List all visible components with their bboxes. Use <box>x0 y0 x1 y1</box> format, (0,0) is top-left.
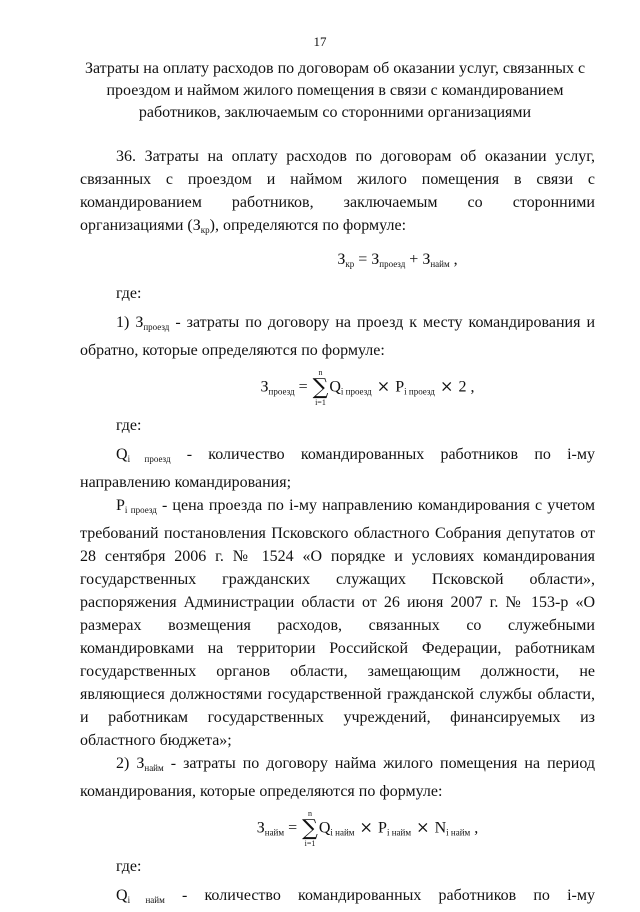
page-number: 17 <box>313 34 327 49</box>
symbol-zkr: $З_{кр}$ <box>192 217 210 235</box>
paragraph-36 <box>80 145 595 242</box>
where-label-2: где: <box>116 417 142 434</box>
item-1: 1) $З_{проезд}$ - затраты по договору на проезд к месту командирования и обратно, которые определяются по формуле: <box>80 314 596 359</box>
paragraph-36-end: ), определяются по формуле: <box>209 217 407 234</box>
definition-q-proezd: $Q_{i проезд}$ - количество командированных работников по i-му направлению командирования; <box>80 446 595 491</box>
where-label-1: где: <box>116 285 142 302</box>
formula-zkr: $З_{кр} = З_{проезд} + З_{найм}$ , <box>337 251 458 269</box>
summation-sign: n ∑ i=1 <box>312 368 329 407</box>
item-2: 2) $З_{найм}$ - затраты по договору найма жилого помещения на период командирования, которые определяются по формуле: <box>80 755 596 800</box>
formula-zproezd: $З_{проезд}$ = n ∑ i=1 $Q_{i проезд} \times P_{i проезд} \times 2$ , <box>260 368 475 407</box>
symbol-znaim: $З_{найм}$ <box>136 755 164 773</box>
document-body <box>80 145 595 912</box>
where-label-3: где: <box>116 858 142 875</box>
definition-p-proezd: $P_{i проезд}$ - цена проезда по i-му направлению командирования с учетом требований постановления Псковского областного Собрания депутатов от 28 сентября 2006 г. № 1524 «О порядке и условиях командирования государственных гражданских служащих Псковской области», распоряжения Администрации области от 26 июня 2007 г. № 153-р «О размерах возмещения расходов, связанных со служебными командировками на территории Российской Федерации, работникам государственных органов области, замещающим должности, не являющиеся должностями государственной гражданской службы области, и работникам государственных учреждений, финансируемых из областного бюджета»; <box>80 497 595 749</box>
paragraph-36-text: 36. Затраты на оплату расходов по договорам об оказании услуг, связанных с проездом и наймом жилого помещения в связи с командированием работников, заключаемым со сторонними организациями ( <box>80 148 595 234</box>
summation-sign: n ∑ i=1 <box>302 809 318 848</box>
definition-q-naim: $Q_{i найм}$ - количество командированных работников по i-му <box>116 887 595 905</box>
formula-znaim: $З_{найм}$ = n ∑ i=1 $Q_{i найм} \times P_{i найм} \times N_{i найм}$ , <box>256 809 479 848</box>
symbol-zproezd: $З_{проезд}$ <box>135 314 170 332</box>
section-heading: Затраты на оплату расходов по договорам об оказании услуг, связанных с проездом и наймом жилого помещения в связи с командированием работников, заключаемым со сторонними организациями <box>84 60 586 121</box>
